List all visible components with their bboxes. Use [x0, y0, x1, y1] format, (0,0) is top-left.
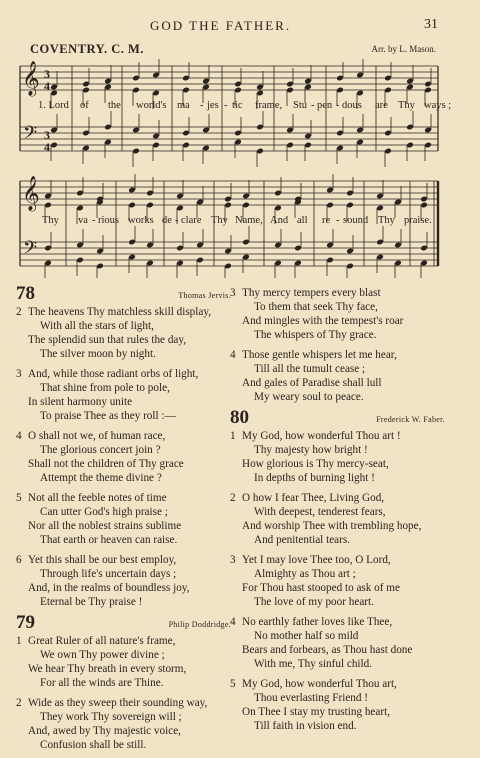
verse-line	[230, 567, 445, 581]
lyric-syllable: va	[78, 215, 88, 226]
verse-text: On Thee I stay my trusting heart,	[242, 706, 390, 718]
lyric-syllable: Stu	[293, 100, 308, 111]
verse-text: Bears and forbears, as Thou hast done	[242, 644, 413, 656]
verse-line	[16, 648, 231, 662]
hymn-heading	[16, 612, 231, 634]
verse-number: 6	[16, 554, 22, 566]
verse-line	[230, 443, 445, 457]
verse-text: In depths of burning light !	[254, 472, 375, 484]
verse-line	[230, 314, 445, 328]
verse-text: With me, Thy sinful child.	[254, 658, 373, 670]
verse-line	[16, 505, 231, 519]
verse-text: Those gentle whispers let me hear,	[242, 349, 397, 361]
lyric-syllable: are	[375, 100, 388, 111]
lyric-syllable: jes	[207, 100, 219, 111]
lyric-syllable: praise.	[404, 215, 432, 226]
verse-text: Till all the tumult cease ;	[254, 363, 366, 375]
verse-line	[230, 519, 445, 533]
verse-text: O shall not we, of human race,	[28, 430, 166, 442]
verse	[16, 429, 231, 485]
verse-number: 5	[16, 492, 22, 504]
verse	[230, 348, 445, 404]
verse-text: Wide as they sweep their sounding way,	[28, 697, 208, 709]
verse	[230, 553, 445, 609]
verse-line	[16, 347, 231, 361]
hymn-heading	[230, 407, 445, 429]
verse-text: Shall not the children of Thy grace	[28, 458, 184, 470]
verse-text: My God, how wonderful Thou art,	[242, 678, 397, 690]
hymn-number: 78	[16, 283, 35, 304]
page-number: 31	[424, 17, 438, 32]
right-column	[230, 286, 445, 739]
verse-line	[230, 629, 445, 643]
page-header	[0, 18, 480, 38]
verse-line	[230, 471, 445, 485]
lyric-syllable: Thy	[398, 100, 415, 111]
verse-text: Can utter God's high praise ;	[40, 506, 168, 518]
hymn-number: 80	[230, 407, 249, 428]
verse-text: We hear Thy breath in every storm,	[28, 663, 187, 675]
verse-text: Thy mercy tempers every blast	[242, 287, 381, 299]
verse-text: Nor all the noblest strains sublime	[28, 520, 182, 532]
verse-text: The splendid sun that rules the day,	[28, 334, 187, 346]
verse	[230, 429, 445, 485]
lyric-syllable: Thy	[378, 215, 395, 226]
verse-line	[230, 286, 445, 300]
verse-line	[16, 533, 231, 547]
verse-number: 3	[230, 287, 236, 299]
verse-text: The glorious concert join ?	[40, 444, 161, 456]
lyric-syllable: sound	[343, 215, 369, 226]
hymn-author: Thomas Jervis.	[178, 291, 231, 300]
lyric-syllable: -	[224, 100, 228, 111]
verse-line	[230, 657, 445, 671]
verse-text: My weary soul to peace.	[254, 391, 364, 403]
lyric-syllable: -	[92, 215, 96, 226]
lyric-syllable: pen	[317, 100, 333, 111]
verse-text: How glorious is Thy mercy-seat,	[242, 458, 389, 470]
verse-text: Till faith in vision end.	[254, 720, 357, 732]
verse-line	[16, 305, 231, 319]
verse-line	[16, 581, 231, 595]
verse-text: That shine from pole to pole,	[40, 382, 170, 394]
verse-line	[16, 634, 231, 648]
verse-line	[16, 662, 231, 676]
verse-number: 3	[230, 554, 236, 566]
hymn-number: 79	[16, 612, 35, 633]
time-signature-bottom: 4	[44, 79, 50, 93]
verse-line	[230, 491, 445, 505]
verse-number: 4	[230, 616, 236, 628]
lyric-syllable: -	[200, 100, 204, 111]
verse-text: My God, how wonderful Thou art !	[242, 430, 401, 442]
lyric-syllable: Name,	[235, 215, 263, 226]
verse-number: 4	[230, 349, 236, 361]
lyric-syllable: Thy	[211, 215, 228, 226]
verse-line	[16, 395, 231, 409]
verse-line	[16, 443, 231, 457]
verse-text: And gales of Paradise shall lull	[242, 377, 382, 389]
verse-text: Thy majesty how bright !	[254, 444, 368, 456]
verse-line	[230, 553, 445, 567]
verse-line	[230, 457, 445, 471]
lyric-syllable: 1. Lord	[38, 100, 69, 111]
hymn-79	[16, 612, 231, 752]
verse-line	[230, 677, 445, 691]
verse-text: That earth or heaven can raise.	[40, 534, 178, 546]
verse-number: 3	[16, 368, 22, 380]
verse-text: Thou everlasting Friend !	[254, 692, 369, 704]
verse-line	[16, 567, 231, 581]
verse-line	[230, 328, 445, 342]
verse-line	[230, 595, 445, 609]
verse-line	[16, 738, 231, 752]
verse-line	[16, 429, 231, 443]
verse	[230, 286, 445, 342]
verse-text: For Thou hast stooped to ask of me	[242, 582, 400, 594]
lyric-syllable: rious	[98, 215, 119, 226]
verse-line	[16, 367, 231, 381]
verse-line	[16, 381, 231, 395]
verse-text: And mingles with the tempest's roar	[242, 315, 404, 327]
lyric-syllable: Thy	[42, 215, 59, 226]
tune-name: COVENTRY. C. M.	[30, 42, 144, 56]
verse-text: The love of my poor heart.	[254, 596, 374, 608]
lyric-syllable: of	[80, 100, 89, 111]
time-signature-top: 3	[44, 67, 50, 81]
left-column	[16, 283, 231, 758]
verse-line	[16, 696, 231, 710]
verse-line	[16, 553, 231, 567]
bass-clef-icon: 𝄢	[23, 238, 38, 263]
verse	[230, 491, 445, 547]
lyric-syllable: -	[311, 100, 315, 111]
score-notation	[14, 58, 454, 278]
hymn-author: Frederick W. Faber.	[376, 415, 445, 424]
verse-text: The heavens Thy matchless skill display,	[28, 306, 212, 318]
verse-line	[16, 595, 231, 609]
hymn-78	[16, 283, 231, 609]
lyric-syllable: -	[175, 215, 179, 226]
lyric-syllable: dous	[342, 100, 362, 111]
verse-text: Attempt the theme divine ?	[40, 472, 162, 484]
verse-text: Through life's uncertain days ;	[40, 568, 177, 580]
verse	[16, 553, 231, 609]
verse-line	[16, 491, 231, 505]
verse-line	[230, 505, 445, 519]
time-signature-top: 3	[44, 128, 50, 142]
verse-number: 1	[16, 635, 22, 647]
verse	[16, 491, 231, 547]
verse-text: For all the winds are Thine.	[40, 677, 164, 689]
time-signature-bottom: 4	[44, 140, 50, 154]
verse-line	[16, 471, 231, 485]
hymn-heading	[16, 283, 231, 305]
lyric-syllable: the	[108, 100, 121, 111]
lyric-syllable: And	[270, 215, 289, 226]
bass-clef-icon: 𝄢	[23, 123, 38, 148]
verse-line	[230, 362, 445, 376]
lyric-syllable: -	[336, 100, 340, 111]
verse-line	[16, 676, 231, 690]
verse-number: 5	[230, 678, 236, 690]
verse-line	[16, 457, 231, 471]
verse-line	[16, 519, 231, 533]
verse-text: The silver moon by night.	[40, 348, 156, 360]
verse-line	[16, 724, 231, 738]
music-score	[14, 58, 454, 278]
verse-number: 2	[16, 697, 22, 709]
verse-number: 2	[230, 492, 236, 504]
verse-text: And, awed by Thy majestic voice,	[28, 725, 181, 737]
verse-text: Yet this shall be our best employ,	[28, 554, 177, 566]
verse-number: 2	[16, 306, 22, 318]
verse	[16, 696, 231, 752]
tune-arranger: Arr. by L. Mason.	[371, 44, 436, 54]
verse-line	[16, 319, 231, 333]
verse-line	[230, 719, 445, 733]
verse-text: No earthly father loves like Thee,	[242, 616, 393, 628]
verse-text: With all the stars of light,	[40, 320, 154, 332]
verse-line	[230, 376, 445, 390]
verse-text: Confusion shall be still.	[40, 739, 147, 751]
verse-line	[230, 300, 445, 314]
lyric-syllable: ma	[177, 100, 190, 111]
hymn-author: Philip Doddridge.	[168, 620, 231, 629]
verse	[230, 677, 445, 733]
verse-line	[230, 615, 445, 629]
hymn-80	[230, 407, 445, 733]
verse-text: With deepest, tenderest fears,	[254, 506, 386, 518]
lyric-syllable: all	[297, 215, 308, 226]
verse-line	[230, 533, 445, 547]
verse-line	[16, 333, 231, 347]
lyric-syllable: re	[322, 215, 331, 226]
verse-line	[230, 581, 445, 595]
verse-text: To praise Thee as they roll :—	[40, 410, 176, 422]
verse-text: The whispers of Thy grace.	[254, 329, 377, 341]
verse-text: And penitential tears.	[254, 534, 350, 546]
verse-line	[16, 710, 231, 724]
verse-text: They work Thy sovereign will ;	[40, 711, 182, 723]
verse	[16, 634, 231, 690]
verse	[16, 367, 231, 423]
verse-text: To them that seek Thy face,	[254, 301, 378, 313]
verse-text: And, in the realms of boundless joy,	[28, 582, 190, 594]
verse-line	[230, 348, 445, 362]
verse	[16, 305, 231, 361]
lyric-syllable: -	[336, 215, 340, 226]
verse-number: 1	[230, 430, 236, 442]
tune-heading	[30, 42, 450, 58]
verse-text: We own Thy power divine ;	[40, 649, 165, 661]
lyric-syllable: ways ;	[424, 100, 452, 111]
verse-text: Eternal be Thy praise !	[40, 596, 143, 608]
verse-text: Yet I may love Thee too, O Lord,	[242, 554, 391, 566]
lyric-syllable: tic	[232, 100, 243, 111]
page-title: GOD THE FATHER.	[150, 18, 292, 33]
verse-text: And worship Thee with trembling hope,	[242, 520, 422, 532]
treble-clef-icon: 𝄞	[22, 61, 40, 96]
verse-number: 4	[16, 430, 22, 442]
verse-text: In silent harmony unite	[28, 396, 133, 408]
lyric-syllable: de	[162, 215, 172, 226]
verse-text: O how I fear Thee, Living God,	[242, 492, 385, 504]
verse-line	[230, 390, 445, 404]
verse-text: Great Ruler of all nature's frame,	[28, 635, 176, 647]
verse-line	[230, 643, 445, 657]
verse-text: And, while those radiant orbs of light,	[28, 368, 199, 380]
verse-text: Almighty as Thou art ;	[254, 568, 356, 580]
verse-line	[16, 409, 231, 423]
verse-text: Not all the feeble notes of time	[28, 492, 167, 504]
lyric-syllable: world's	[136, 100, 167, 111]
verse-line	[230, 705, 445, 719]
verse	[230, 615, 445, 671]
verse-line	[230, 691, 445, 705]
verse-text: No mother half so mild	[254, 630, 359, 642]
treble-clef-icon: 𝄞	[22, 176, 40, 211]
hymn-continued	[230, 286, 445, 404]
lyric-syllable: frame,	[255, 100, 283, 111]
lyric-syllable: works	[128, 215, 154, 226]
lyric-syllable: clare	[181, 215, 202, 226]
verse-line	[230, 429, 445, 443]
